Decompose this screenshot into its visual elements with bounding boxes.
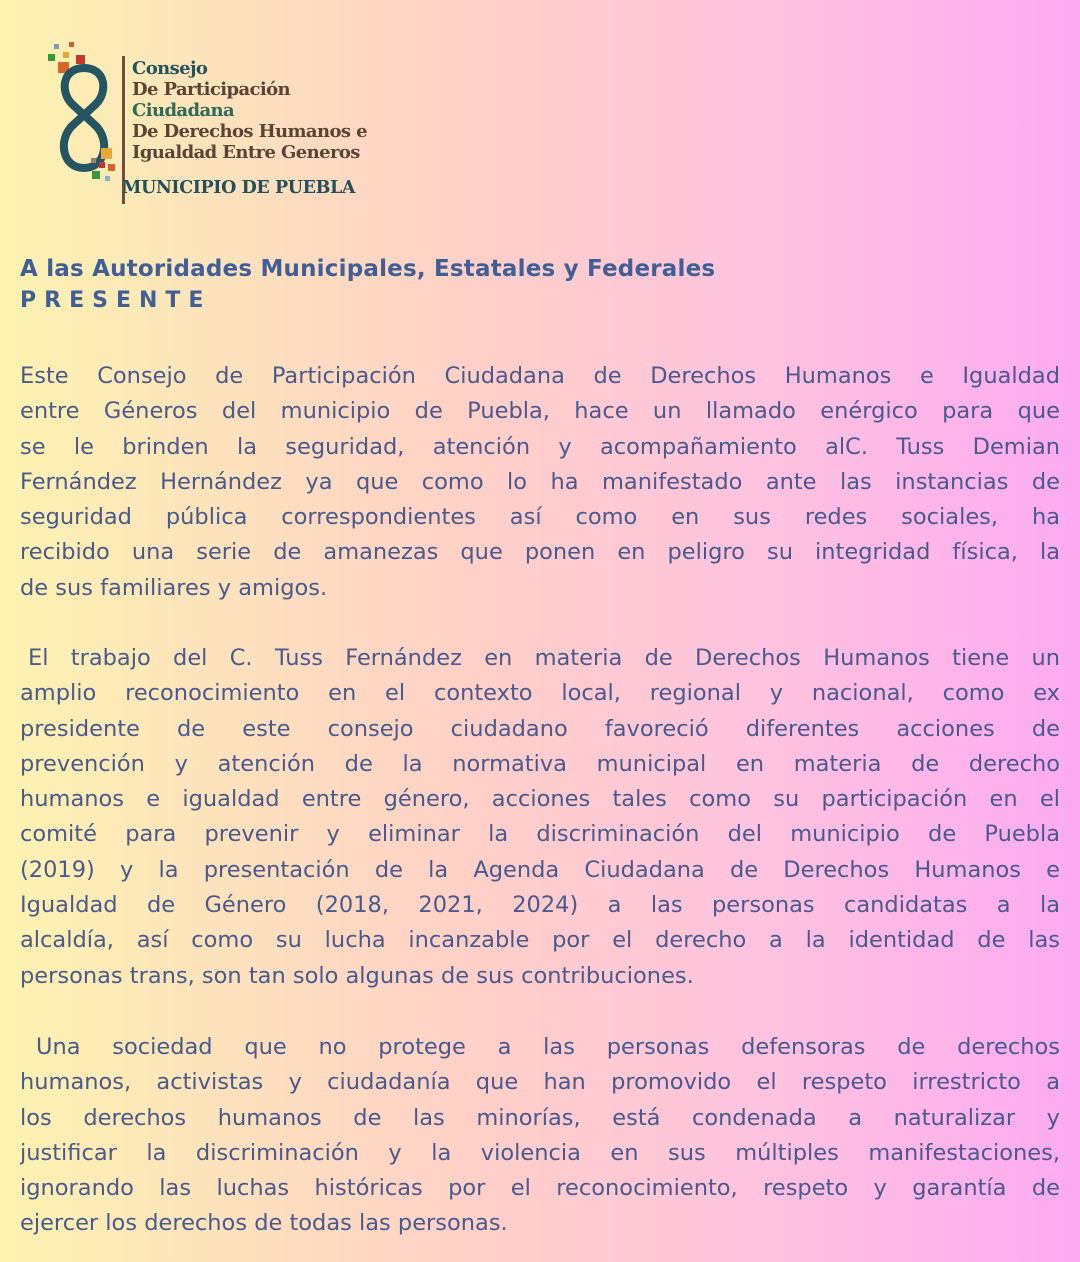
paragraph-2 — [20, 641, 1060, 994]
text-line: de sus familiares y amigos. — [20, 574, 328, 601]
logo-line-consejo: Consejo — [132, 58, 208, 79]
addressee-heading: A las Autoridades Municipales, Estatales y Federales — [20, 256, 716, 282]
logo-line-participacion: De Participación — [132, 79, 291, 100]
text-line: seguridad pública correspondientes así como en sus redes sociales, ha — [20, 504, 1060, 531]
text-line: los derechos humanos de las minorías, está condenada a naturalizar y — [20, 1104, 1060, 1131]
logo-line-igualdad: Igualdad Entre Generos — [132, 142, 360, 163]
text-line: justificar la discriminación y la violencia en sus múltiples manifestaciones, — [20, 1139, 1060, 1166]
text-line: (2019) y la presentación de la Agenda Ciudadana de Derechos Humanos e — [20, 856, 1060, 883]
text-line: alcaldía, así como su lucha incanzable por el derecho a la identidad de las — [20, 927, 1060, 954]
infinity-eight-icon — [44, 40, 124, 185]
paragraph-3 — [20, 1030, 1060, 1242]
text-line: se le brinden la seguridad, atención y acompañamiento alC. Tuss Demian — [20, 433, 1060, 460]
text-line: amplio reconocimiento en el contexto local, regional y nacional, como ex — [20, 680, 1060, 707]
text-line: ejercer los derechos de todas las personas. — [20, 1210, 508, 1237]
text-line: ignorando las luchas históricas por el reconocimiento, respeto y garantía de — [20, 1175, 1060, 1202]
text-line: presidente de este consejo ciudadano favoreció diferentes acciones de — [20, 715, 1060, 742]
text-line: prevención y atención de la normativa municipal en materia de derecho — [20, 750, 1060, 777]
text-line: El trabajo del C. Tuss Fernández en materia de Derechos Humanos tiene un — [28, 645, 1060, 671]
council-logo — [44, 40, 384, 205]
text-line: Este Consejo de Participación Ciudadana de Derechos Humanos e Igualdad — [20, 363, 1060, 389]
logo-wordmark — [132, 58, 367, 163]
logo-line-ciudadana: Ciudadana — [132, 100, 235, 121]
paragraph-1 — [20, 359, 1060, 606]
text-line: humanos e igualdad entre género, acciones tales como su participación en el — [20, 786, 1060, 813]
text-line: personas trans, son tan solo algunas de sus contribuciones. — [20, 962, 694, 989]
text-line: Una sociedad que no protege a las personas defensoras de derechos — [36, 1034, 1060, 1060]
text-line: Igualdad de Género (2018, 2021, 2024) a las personas candidatas a la — [20, 892, 1060, 919]
logo-line-derechos: De Derechos Humanos e — [132, 121, 367, 142]
letter-address — [20, 256, 715, 313]
text-line: Fernández Hernández ya que como lo ha manifestado ante las instancias de — [20, 468, 1060, 495]
text-line: recibido una serie de amanezas que ponen en peligro su integridad física, la — [20, 539, 1060, 566]
presente-heading: PRESENTE — [20, 288, 212, 313]
text-line: comité para prevenir y eliminar la discriminación del municipio de Puebla — [20, 821, 1060, 848]
text-line: entre Géneros del municipio de Puebla, hace un llamado enérgico para que — [20, 398, 1060, 425]
logo-municipality: MUNICIPIO DE PUEBLA — [122, 178, 356, 198]
text-line: humanos, activistas y ciudadanía que han promovido el respeto irrestricto a — [20, 1069, 1060, 1096]
